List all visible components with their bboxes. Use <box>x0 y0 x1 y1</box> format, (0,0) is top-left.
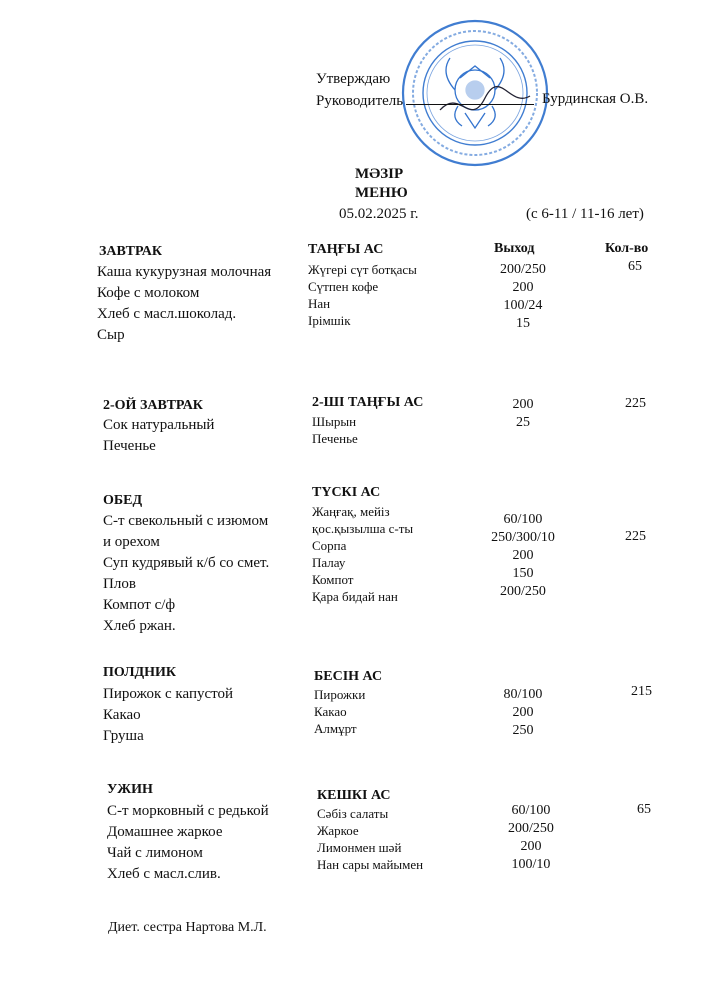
section-title-ru: ПОЛДНИК <box>103 665 177 680</box>
count-value: 65 <box>637 802 651 817</box>
count-column-header: Кол-во <box>605 241 649 256</box>
list-item: Алмұрт <box>314 721 357 736</box>
list-item: и орехом <box>103 534 160 550</box>
director-name: Бурдинская О.В. <box>542 91 649 107</box>
output-value: 15 <box>516 316 530 331</box>
output-value: 250/300/10 <box>491 530 555 545</box>
count-value: 225 <box>625 396 646 411</box>
section-title-ru: УЖИН <box>107 782 153 797</box>
ru-dish-list <box>103 415 214 457</box>
list-item: Нан сары майымен <box>317 857 424 872</box>
count-value: 225 <box>625 529 646 544</box>
list-item: қос.қызылша с-ты <box>312 521 414 536</box>
ru-dish-list <box>103 684 233 747</box>
section-title-ru: 2-ОЙ ЗАВТРАК <box>103 398 203 413</box>
list-item: Сорпа <box>312 538 347 553</box>
list-item: Сок натуральный <box>103 417 215 433</box>
output-list <box>478 511 568 601</box>
list-item: Лимонмен шәй <box>317 840 402 855</box>
output-value: 200 <box>520 839 542 854</box>
list-item: Чай с лимоном <box>107 845 203 861</box>
list-item: Хлеб ржан. <box>103 618 176 634</box>
list-item: Компот <box>312 572 354 587</box>
list-item: Нан <box>308 296 331 311</box>
official-seal-stamp <box>400 18 550 168</box>
list-item: Домашнее жаркое <box>107 824 223 840</box>
section-title-kz: ТАҢҒЫ АС <box>308 242 384 257</box>
output-value: 80/100 <box>503 687 543 702</box>
list-item: Жаркое <box>317 823 359 838</box>
list-item: С-т морковный с редькой <box>107 803 269 819</box>
list-item: Плов <box>103 576 136 592</box>
approve-label: Утверждаю <box>316 71 391 87</box>
kz-dish-list <box>312 503 413 605</box>
output-value: 100/24 <box>503 298 543 313</box>
position-label: Руководитель <box>316 93 404 109</box>
list-item: Сәбіз салаты <box>317 806 389 821</box>
section-title-ru: ЗАВТРАК <box>99 244 163 259</box>
kz-dish-list <box>312 413 358 447</box>
list-item: Пирожки <box>314 687 366 702</box>
list-item: Суп кудрявый к/б со смет. <box>103 555 270 571</box>
output-list <box>486 802 576 874</box>
section-title-kz: БЕСІН АС <box>314 669 383 684</box>
age-range: (с 6-11 / 11-16 лет) <box>526 206 644 222</box>
section-title-kz: КЕШКІ АС <box>317 788 391 803</box>
ru-dish-list <box>107 801 269 885</box>
output-value: 60/100 <box>511 803 551 818</box>
list-item: Сүтпен кофе <box>308 279 379 294</box>
list-item: Шырын <box>312 414 357 429</box>
list-item: Жүгері сүт ботқасы <box>308 262 417 277</box>
kz-dish-list <box>308 261 417 329</box>
kz-dish-list <box>317 805 423 873</box>
list-item: Қара бидай нан <box>312 589 398 604</box>
output-column-header: Выход <box>494 241 535 256</box>
count-value: 65 <box>628 259 642 274</box>
list-item: Груша <box>103 728 144 744</box>
list-item: Каша кукурузная молочная <box>97 264 272 280</box>
list-item: Ірімшік <box>308 313 351 328</box>
output-list <box>478 396 568 432</box>
list-item: Печенье <box>312 431 358 446</box>
output-value: 150 <box>512 566 534 581</box>
section-title-ru: ОБЕД <box>103 493 143 508</box>
output-value: 200/250 <box>500 584 546 599</box>
output-value: 200 <box>512 705 534 720</box>
section-title-kz: 2-ШІ ТАҢҒЫ АС <box>312 395 424 410</box>
signature-line <box>406 104 534 105</box>
list-item: Сыр <box>97 327 125 343</box>
list-item: Какао <box>314 704 347 719</box>
output-list <box>478 686 568 740</box>
output-value: 60/100 <box>503 512 543 527</box>
list-item: Кофе с молоком <box>97 285 200 301</box>
list-item: Палау <box>312 555 346 570</box>
output-value: 200 <box>512 280 534 295</box>
list-item: Компот с/ф <box>103 597 176 613</box>
menu-date: 05.02.2025 г. <box>339 206 419 222</box>
kz-dish-list <box>314 686 365 737</box>
ru-dish-list <box>97 262 271 346</box>
list-item: Пирожок с капустой <box>103 686 234 702</box>
list-item: Жаңғақ, мейіз <box>312 504 390 519</box>
output-value: 25 <box>516 415 530 430</box>
count-value: 215 <box>631 684 652 699</box>
menu-title-kz: МӘЗІР <box>355 166 404 182</box>
output-value: 200 <box>512 397 534 412</box>
list-item: Печенье <box>103 438 156 454</box>
ru-dish-list <box>103 511 269 637</box>
list-item: С-т свекольный с изюмом <box>103 513 269 529</box>
list-item: Хлеб с масл.шоколад. <box>97 306 237 322</box>
section-title-kz: ТҮСКІ АС <box>312 485 381 500</box>
list-item: Хлеб с масл.слив. <box>107 866 221 882</box>
dietary-nurse-signature: Диет. сестра Нартова М.Л. <box>108 920 267 935</box>
output-list <box>478 261 568 333</box>
output-value: 250 <box>512 723 534 738</box>
menu-title-ru: МЕНЮ <box>355 185 408 201</box>
output-value: 100/10 <box>511 857 551 872</box>
list-item: Какао <box>103 707 141 723</box>
output-value: 200/250 <box>500 262 546 277</box>
output-value: 200/250 <box>508 821 554 836</box>
output-value: 200 <box>512 548 534 563</box>
